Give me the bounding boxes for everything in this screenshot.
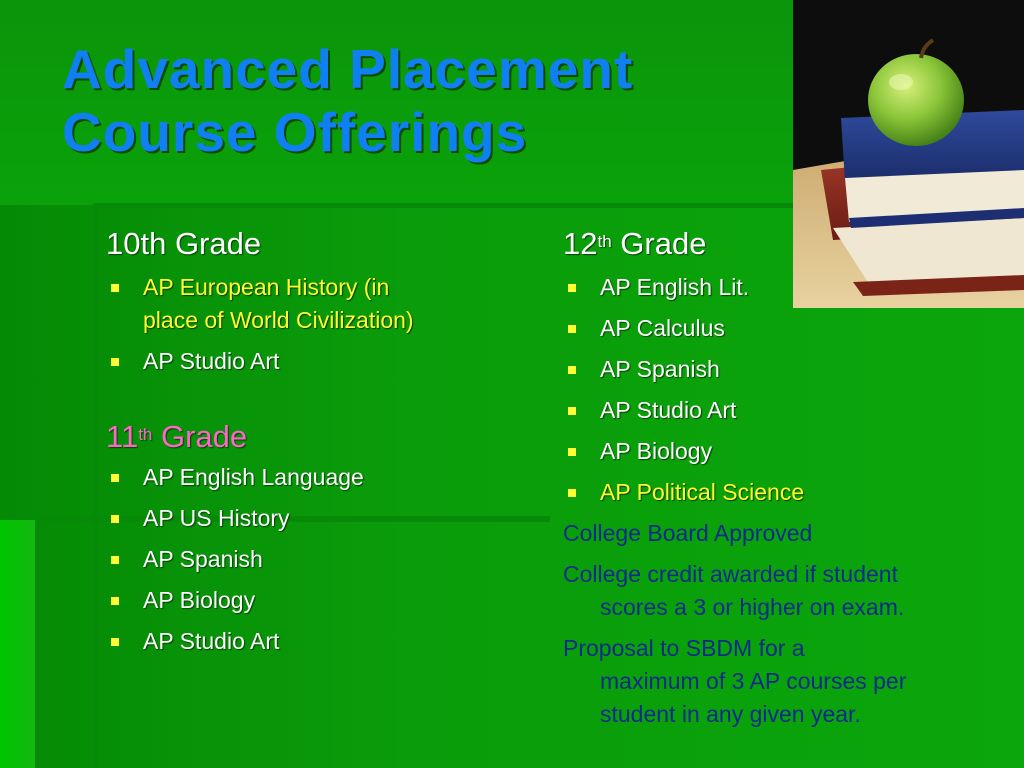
- heading-superscript: th: [138, 425, 153, 444]
- list-item: [563, 435, 1003, 468]
- list-item: [106, 502, 536, 535]
- divider-vertical-left: [93, 205, 98, 768]
- heading-superscript: th: [597, 232, 612, 251]
- left-accent-stripe: [0, 520, 35, 768]
- list-item: [106, 584, 536, 617]
- bullet-square-icon: [111, 638, 119, 646]
- note-college-credit: [563, 558, 1003, 624]
- list-item: [106, 543, 536, 576]
- bullet-square-icon: [568, 284, 576, 292]
- bullet-square-icon: [111, 358, 119, 366]
- bullet-square-icon: [111, 597, 119, 605]
- bullet-square-icon: [568, 407, 576, 415]
- right-column: [563, 226, 1003, 731]
- bullet-square-icon: [111, 556, 119, 564]
- list-item-label: AP Studio Art: [143, 628, 280, 654]
- list-item-label: AP Biology: [143, 587, 256, 613]
- note-line: College credit awarded if student: [563, 561, 898, 587]
- bullet-square-icon: [111, 284, 119, 292]
- list-item-label: AP English Language: [143, 464, 364, 490]
- divider-vertical-bottom: [35, 518, 41, 768]
- slide-title: [62, 38, 802, 164]
- heading-text: Grade: [152, 419, 248, 454]
- bullet-square-icon: [568, 489, 576, 497]
- list-item-label: AP Studio Art: [600, 397, 737, 423]
- left-column: [106, 226, 536, 658]
- bullet-square-icon: [568, 448, 576, 456]
- note-college-board: College Board Approved: [563, 520, 813, 546]
- list-item: [106, 345, 536, 378]
- bullet-square-icon: [568, 325, 576, 333]
- note-proposal: [563, 632, 1003, 731]
- list-item: [106, 461, 536, 494]
- list-item-line-2: place of World Civilization): [143, 307, 414, 333]
- list-item: [106, 271, 536, 337]
- heading-number: 12: [563, 226, 598, 261]
- heading-number: 11: [106, 419, 139, 454]
- list-item-label: AP Calculus: [600, 315, 725, 341]
- bullet-square-icon: [568, 366, 576, 374]
- bullet-square-icon: [111, 474, 119, 482]
- list-item-label: AP Political Science: [600, 479, 805, 505]
- slide-title-line-2: Course Offerings: [62, 101, 528, 163]
- note-line: maximum of 3 AP courses per: [600, 668, 907, 694]
- list-item-label: AP English Lit.: [600, 274, 750, 300]
- list-item-label: AP US History: [143, 505, 290, 531]
- note-line: student in any given year.: [600, 701, 861, 727]
- list-item: [106, 625, 536, 658]
- heading-10th-grade: 10th Grade: [106, 226, 262, 261]
- list-item-label: AP Spanish: [143, 546, 263, 572]
- list-item-line-1: AP European History (in: [143, 274, 390, 300]
- list-item-label: AP Biology: [600, 438, 713, 464]
- heading-text: Grade: [611, 226, 707, 261]
- heading-12th-grade: [563, 226, 1003, 262]
- list-item: [563, 353, 1003, 386]
- bullet-square-icon: [111, 515, 119, 523]
- note-line: Proposal to SBDM for a: [563, 635, 805, 661]
- list-item-label: AP Spanish: [600, 356, 720, 382]
- list-item: [563, 271, 1003, 304]
- heading-11th-grade: [106, 419, 536, 455]
- list-item-label: AP Studio Art: [143, 348, 280, 374]
- list-item: [563, 394, 1003, 427]
- slide-title-line-1: Advanced Placement: [62, 38, 634, 100]
- note-line: scores a 3 or higher on exam.: [600, 594, 905, 620]
- list-item: [563, 476, 1003, 509]
- list-item: [563, 312, 1003, 345]
